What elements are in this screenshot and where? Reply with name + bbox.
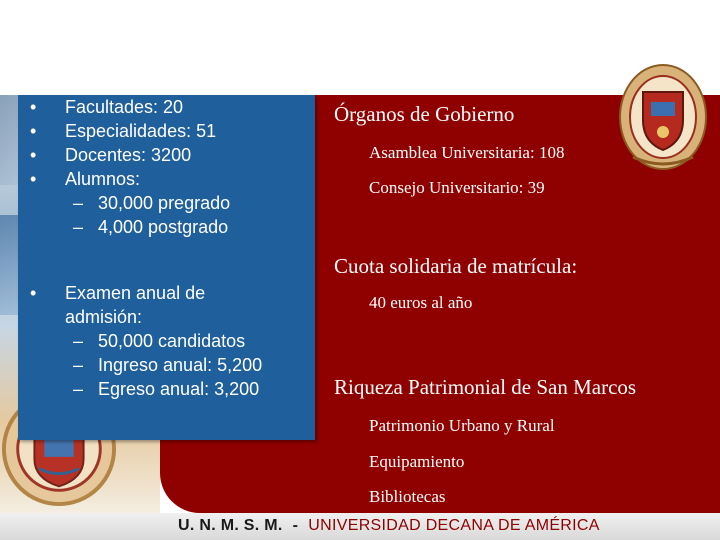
- footer-abbreviation: U. N. M. S. M.: [178, 517, 283, 534]
- stat-teachers: • Docentes: 3200: [18, 143, 315, 167]
- governance-assembly: Asamblea Universitaria: 108: [369, 143, 565, 162]
- heritage-equipment: Equipamiento: [369, 452, 465, 471]
- stat-faculties: • Facultades: 20: [18, 95, 315, 119]
- fee-title: Cuota solidaria de matrícula:: [334, 254, 578, 278]
- footer-text: [178, 517, 600, 535]
- students-undergrad: – 30,000 pregrado: [18, 191, 315, 215]
- admission-exam-list: [18, 281, 315, 401]
- exam-graduates: – Egreso anual: 3,200: [18, 377, 315, 401]
- governance-title: Órganos de Gobierno: [334, 102, 515, 126]
- heritage-libraries: Bibliotecas: [369, 487, 446, 506]
- exam-title-line2: admisión:: [65, 307, 143, 327]
- fee-value: 40 euros al año: [369, 293, 473, 312]
- exam-title-line1: • Examen anual de: [18, 281, 315, 305]
- stat-specialties: • Especialidades: 51: [18, 119, 315, 143]
- heritage-urban-rural: Patrimonio Urbano y Rural: [369, 416, 555, 435]
- heritage-title: Riqueza Patrimonial de San Marcos: [334, 375, 637, 399]
- stat-students: • Alumnos:: [18, 167, 315, 191]
- facts-panel-blue: [18, 95, 315, 440]
- governance-council: Consejo Universitario: 39: [369, 178, 545, 197]
- exam-candidates: – 50,000 candidatos: [18, 329, 315, 353]
- footer-university-name: UNIVERSIDAD DECANA DE AMÉRICA: [308, 517, 600, 534]
- university-seal-icon: [618, 62, 708, 172]
- footer-separator: -: [292, 517, 299, 534]
- faculty-stats-list: [18, 95, 315, 239]
- exam-intake: – Ingreso anual: 5,200: [18, 353, 315, 377]
- students-postgrad: – 4,000 postgrado: [18, 215, 315, 239]
